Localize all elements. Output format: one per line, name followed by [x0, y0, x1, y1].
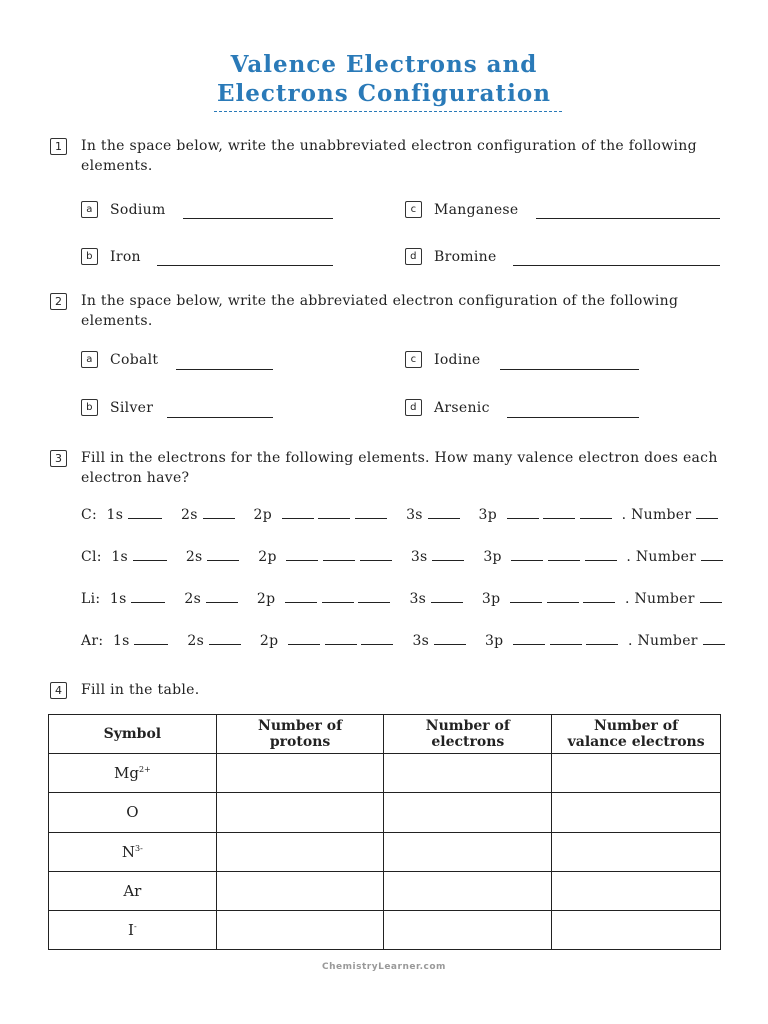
- number-label: . Number: [621, 507, 692, 523]
- q3-row-argon: [81, 632, 725, 650]
- header-valence-line2: valance electrons: [567, 734, 705, 750]
- q1-answer-a[interactable]: [183, 218, 333, 219]
- symbol-cell: [49, 793, 217, 832]
- q2-option-b: [81, 399, 153, 417]
- blank-3p-3[interactable]: [583, 591, 615, 603]
- header-valence-line1: Number of: [594, 718, 679, 734]
- electrons-cell[interactable]: [384, 911, 552, 950]
- title-underline: [214, 111, 562, 112]
- orbital-1s: 1s: [111, 549, 129, 565]
- blank-3s[interactable]: [434, 633, 466, 645]
- blank-2p-2[interactable]: [322, 591, 354, 603]
- blank-number[interactable]: [701, 549, 723, 561]
- q2-option-a-letter: a: [81, 351, 98, 368]
- blank-2p-3[interactable]: [355, 507, 387, 519]
- q2-answer-c[interactable]: [500, 369, 639, 370]
- table-row: [49, 911, 721, 950]
- question-4-text: Fill in the table.: [81, 682, 200, 698]
- question-4-number: 4: [50, 682, 67, 699]
- table-row: [49, 793, 721, 832]
- symbol-base: I: [128, 921, 134, 940]
- question-3-number: 3: [50, 450, 67, 467]
- blank-number[interactable]: [700, 591, 722, 603]
- q3-row-lithium: [81, 590, 722, 608]
- q3-row-element: C:: [81, 507, 98, 523]
- orbital-3s: 3s: [410, 549, 428, 565]
- header-electrons-line2: electrons: [431, 734, 505, 750]
- q2-option-c: [405, 351, 481, 369]
- protons-cell[interactable]: [216, 911, 384, 950]
- q2-answer-a[interactable]: [176, 369, 273, 370]
- valence-cell[interactable]: [552, 911, 721, 950]
- q1-answer-b[interactable]: [157, 265, 333, 266]
- header-protons-line2: protons: [269, 734, 331, 750]
- ion-table: [48, 714, 721, 950]
- header-electrons-line1: Number of: [425, 718, 510, 734]
- protons-cell[interactable]: [216, 871, 384, 910]
- orbital-2p: 2p: [253, 507, 272, 523]
- number-label: . Number: [627, 633, 698, 649]
- symbol-charge: -: [133, 922, 137, 932]
- symbol-charge: 2+: [138, 765, 151, 775]
- blank-3p-2[interactable]: [548, 549, 580, 561]
- q1-option-c-label: Manganese: [434, 202, 519, 218]
- q2-option-c-label: Iodine: [434, 352, 481, 368]
- q3-row-element: Ar:: [81, 633, 104, 649]
- blank-3p-3[interactable]: [585, 549, 617, 561]
- q3-row-element: Li:: [81, 591, 101, 607]
- electrons-cell[interactable]: [384, 832, 552, 871]
- title-line-2: Electrons Configuration: [217, 80, 551, 107]
- protons-cell[interactable]: [216, 754, 384, 793]
- q1-option-a: [81, 201, 166, 219]
- orbital-1s: 1s: [112, 633, 130, 649]
- q1-answer-d[interactable]: [513, 265, 720, 266]
- blank-3p-1[interactable]: [513, 633, 545, 645]
- orbital-2s: 2s: [187, 633, 205, 649]
- blank-2p-1[interactable]: [288, 633, 320, 645]
- q1-option-d-letter: d: [405, 248, 422, 265]
- footer-site: ChemistryLearner.com: [322, 962, 446, 972]
- table-row: [49, 754, 721, 793]
- orbital-2s: 2s: [181, 507, 198, 523]
- orbital-3p: 3p: [478, 507, 498, 523]
- q3-row-element: Cl:: [81, 549, 102, 565]
- orbital-3s: 3s: [406, 507, 423, 523]
- electrons-cell[interactable]: [384, 793, 552, 832]
- blank-2p-1[interactable]: [286, 549, 318, 561]
- table-row: [49, 832, 721, 871]
- symbol-cell: [49, 754, 217, 793]
- blank-1s[interactable]: [128, 507, 162, 519]
- blank-2p-3[interactable]: [360, 549, 392, 561]
- header-protons-line1: Number of: [258, 718, 343, 734]
- q1-option-c: [405, 201, 518, 219]
- orbital-3s: 3s: [412, 633, 430, 649]
- orbital-2p: 2p: [259, 633, 279, 649]
- q3-row-chlorine: [81, 548, 723, 566]
- blank-3p-2[interactable]: [550, 633, 582, 645]
- q1-option-a-label: Sodium: [110, 202, 166, 218]
- q1-option-b-label: Iron: [110, 249, 141, 265]
- q1-option-c-letter: c: [405, 201, 422, 218]
- orbital-2p: 2p: [256, 591, 276, 607]
- blank-1s[interactable]: [133, 549, 167, 561]
- blank-number[interactable]: [703, 633, 725, 645]
- q2-answer-b[interactable]: [167, 417, 273, 418]
- q2-option-d-label: Arsenic: [434, 400, 490, 416]
- q1-option-a-letter: a: [81, 201, 98, 218]
- blank-3p-1[interactable]: [511, 549, 543, 561]
- blank-2p-2[interactable]: [323, 549, 355, 561]
- question-1-text: In the space below, write the unabbreviated electron configuration of the following elements.: [81, 138, 697, 174]
- electrons-cell[interactable]: [384, 871, 552, 910]
- blank-3p-3[interactable]: [580, 507, 612, 519]
- blank-3s[interactable]: [428, 507, 460, 519]
- orbital-3s: 3s: [409, 591, 427, 607]
- blank-2p-2[interactable]: [318, 507, 350, 519]
- orbital-1s: 1s: [106, 507, 124, 523]
- blank-3p-2[interactable]: [547, 591, 579, 603]
- q1-answer-c[interactable]: [536, 218, 720, 219]
- blank-number[interactable]: [696, 507, 718, 519]
- symbol-charge: 3-: [135, 843, 143, 853]
- q2-answer-d[interactable]: [507, 417, 639, 418]
- blank-3s[interactable]: [431, 591, 463, 603]
- symbol-base: O: [126, 803, 139, 822]
- blank-1s[interactable]: [131, 591, 165, 603]
- orbital-3p: 3p: [483, 549, 502, 565]
- symbol-base: Ar: [123, 882, 142, 901]
- orbital-1s: 1s: [109, 591, 127, 607]
- number-label: . Number: [626, 549, 697, 565]
- blank-3p-1[interactable]: [510, 591, 542, 603]
- question-2-number: 2: [50, 293, 67, 310]
- blank-2p-3[interactable]: [361, 633, 393, 645]
- table-header-row: [49, 715, 721, 754]
- orbital-2p: 2p: [258, 549, 277, 565]
- valence-cell[interactable]: [552, 754, 721, 793]
- symbol-cell: [49, 871, 217, 910]
- symbol-base: N: [121, 842, 136, 861]
- blank-1s[interactable]: [134, 633, 168, 645]
- blank-2p-3[interactable]: [358, 591, 390, 603]
- q2-option-c-letter: c: [405, 351, 422, 368]
- blank-2p-1[interactable]: [285, 591, 317, 603]
- blank-2s[interactable]: [209, 633, 241, 645]
- orbital-2s: 2s: [184, 591, 202, 607]
- q1-option-b: [81, 248, 141, 266]
- protons-cell[interactable]: [216, 793, 384, 832]
- electrons-cell[interactable]: [384, 754, 552, 793]
- blank-2s[interactable]: [203, 507, 235, 519]
- header-protons: [216, 715, 384, 754]
- orbital-3p: 3p: [484, 633, 504, 649]
- q2-option-b-letter: b: [81, 399, 98, 416]
- protons-cell[interactable]: [216, 832, 384, 871]
- title-line-1: Valence Electrons and: [230, 51, 538, 78]
- question-2-text: In the space below, write the abbreviated electron configuration of the following elements.: [81, 293, 679, 329]
- symbol-base: Mg: [113, 764, 139, 783]
- blank-3s[interactable]: [432, 549, 464, 561]
- header-electrons: [384, 715, 552, 754]
- symbol-cell: [49, 832, 217, 871]
- symbol-cell: [49, 911, 217, 950]
- q1-option-d: [405, 248, 497, 266]
- q2-option-d-letter: d: [405, 399, 422, 416]
- blank-3p-2[interactable]: [543, 507, 575, 519]
- blank-2p-2[interactable]: [325, 633, 357, 645]
- valence-cell[interactable]: [552, 832, 721, 871]
- blank-2s[interactable]: [207, 549, 239, 561]
- q2-option-d: [405, 399, 490, 417]
- orbital-3p: 3p: [481, 591, 501, 607]
- q1-option-b-letter: b: [81, 248, 98, 265]
- blank-3p-1[interactable]: [507, 507, 539, 519]
- blank-3p-3[interactable]: [586, 633, 618, 645]
- valence-cell[interactable]: [552, 793, 721, 832]
- table-row: [49, 871, 721, 910]
- worksheet-title: [0, 50, 768, 108]
- question-1-number: 1: [50, 138, 67, 155]
- q2-option-a: [81, 351, 158, 369]
- orbital-2s: 2s: [185, 549, 203, 565]
- q3-row-carbon: [81, 506, 718, 524]
- question-3-text: Fill in the electrons for the following elements. How many valence electron does each electron have?: [81, 450, 718, 486]
- blank-2s[interactable]: [206, 591, 238, 603]
- blank-2p-1[interactable]: [282, 507, 314, 519]
- q2-option-b-label: Silver: [110, 400, 154, 416]
- header-symbol: Symbol: [49, 715, 217, 754]
- q2-option-a-label: Cobalt: [110, 352, 159, 368]
- number-label: . Number: [624, 591, 695, 607]
- q1-option-d-label: Bromine: [434, 249, 497, 265]
- valence-cell[interactable]: [552, 871, 721, 910]
- header-valence: [552, 715, 721, 754]
